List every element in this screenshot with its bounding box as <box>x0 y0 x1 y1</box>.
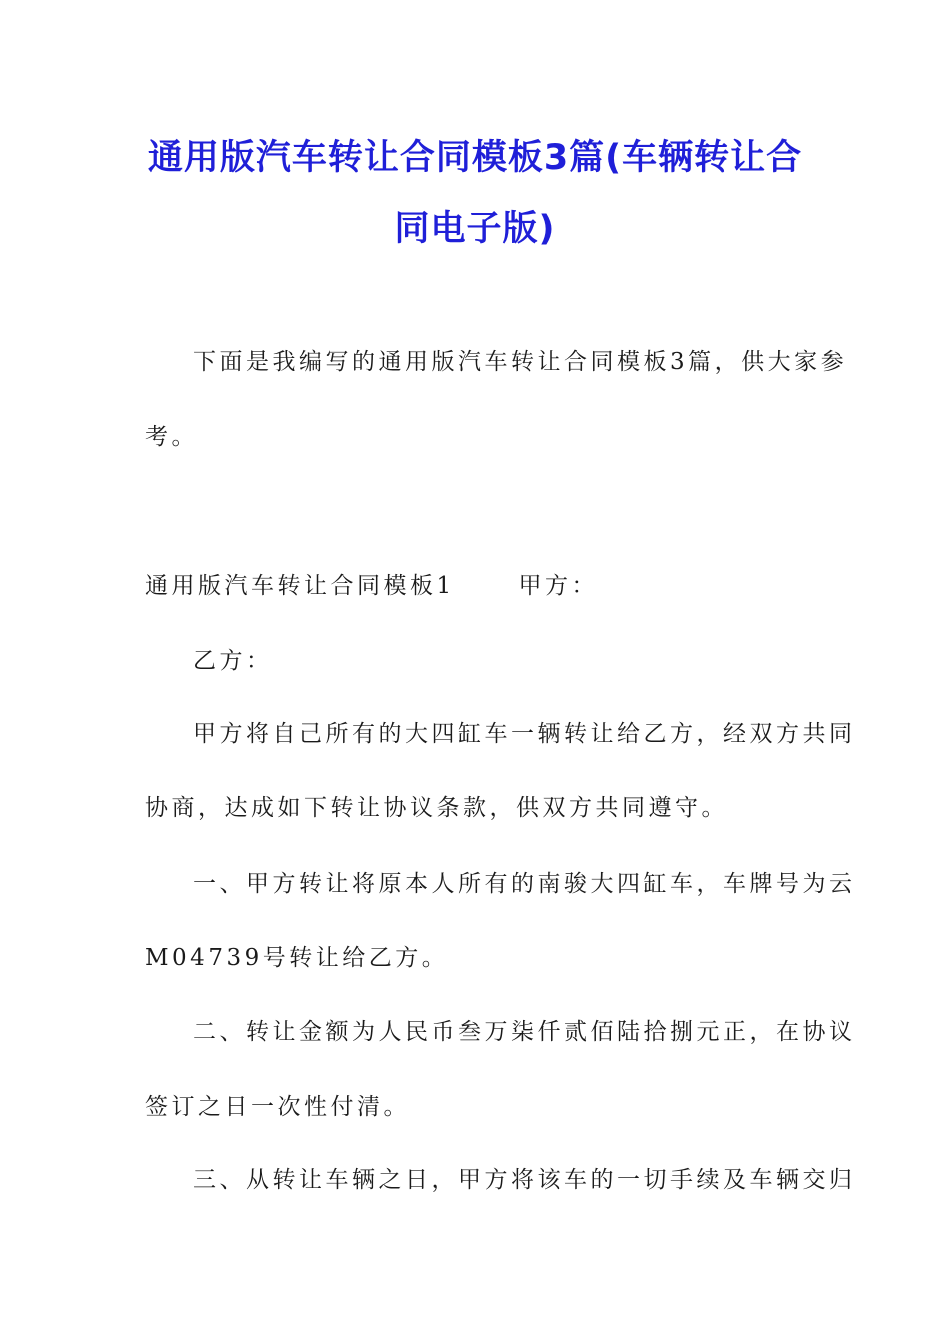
intro-paragraph-line2: 考。 <box>145 424 198 450</box>
paragraph1-line2: 协商，达成如下转让协议条款，供双方共同遵守。 <box>145 795 728 821</box>
clause1-line2: M04739号转让给乙方。 <box>145 945 449 971</box>
section1-heading: 通用版汽车转让合同模板1 甲方： <box>145 573 598 599</box>
intro-paragraph-line1: 下面是我编写的通用版汽车转让合同模板3篇，供大家参 <box>193 349 848 375</box>
document-title-line1: 通用版汽车转让合同模板3篇(车辆转让合 <box>147 138 803 178</box>
paragraph1-line1: 甲方将自己所有的大四缸车一辆转让给乙方，经双方共同 <box>193 721 856 747</box>
clause3-line1: 三、从转让车辆之日，甲方将该车的一切手续及车辆交归 <box>193 1167 856 1193</box>
party-b-label: 乙方： <box>193 648 273 674</box>
clause2-line1: 二、转让金额为人民币叁万柒仟贰佰陆拾捌元正，在协议 <box>193 1019 856 1045</box>
clause2-line2: 签订之日一次性付清。 <box>145 1094 410 1120</box>
clause1-line1: 一、甲方转让将原本人所有的南骏大四缸车，车牌号为云 <box>193 871 856 897</box>
document-title-line2: 同电子版) <box>394 209 556 249</box>
